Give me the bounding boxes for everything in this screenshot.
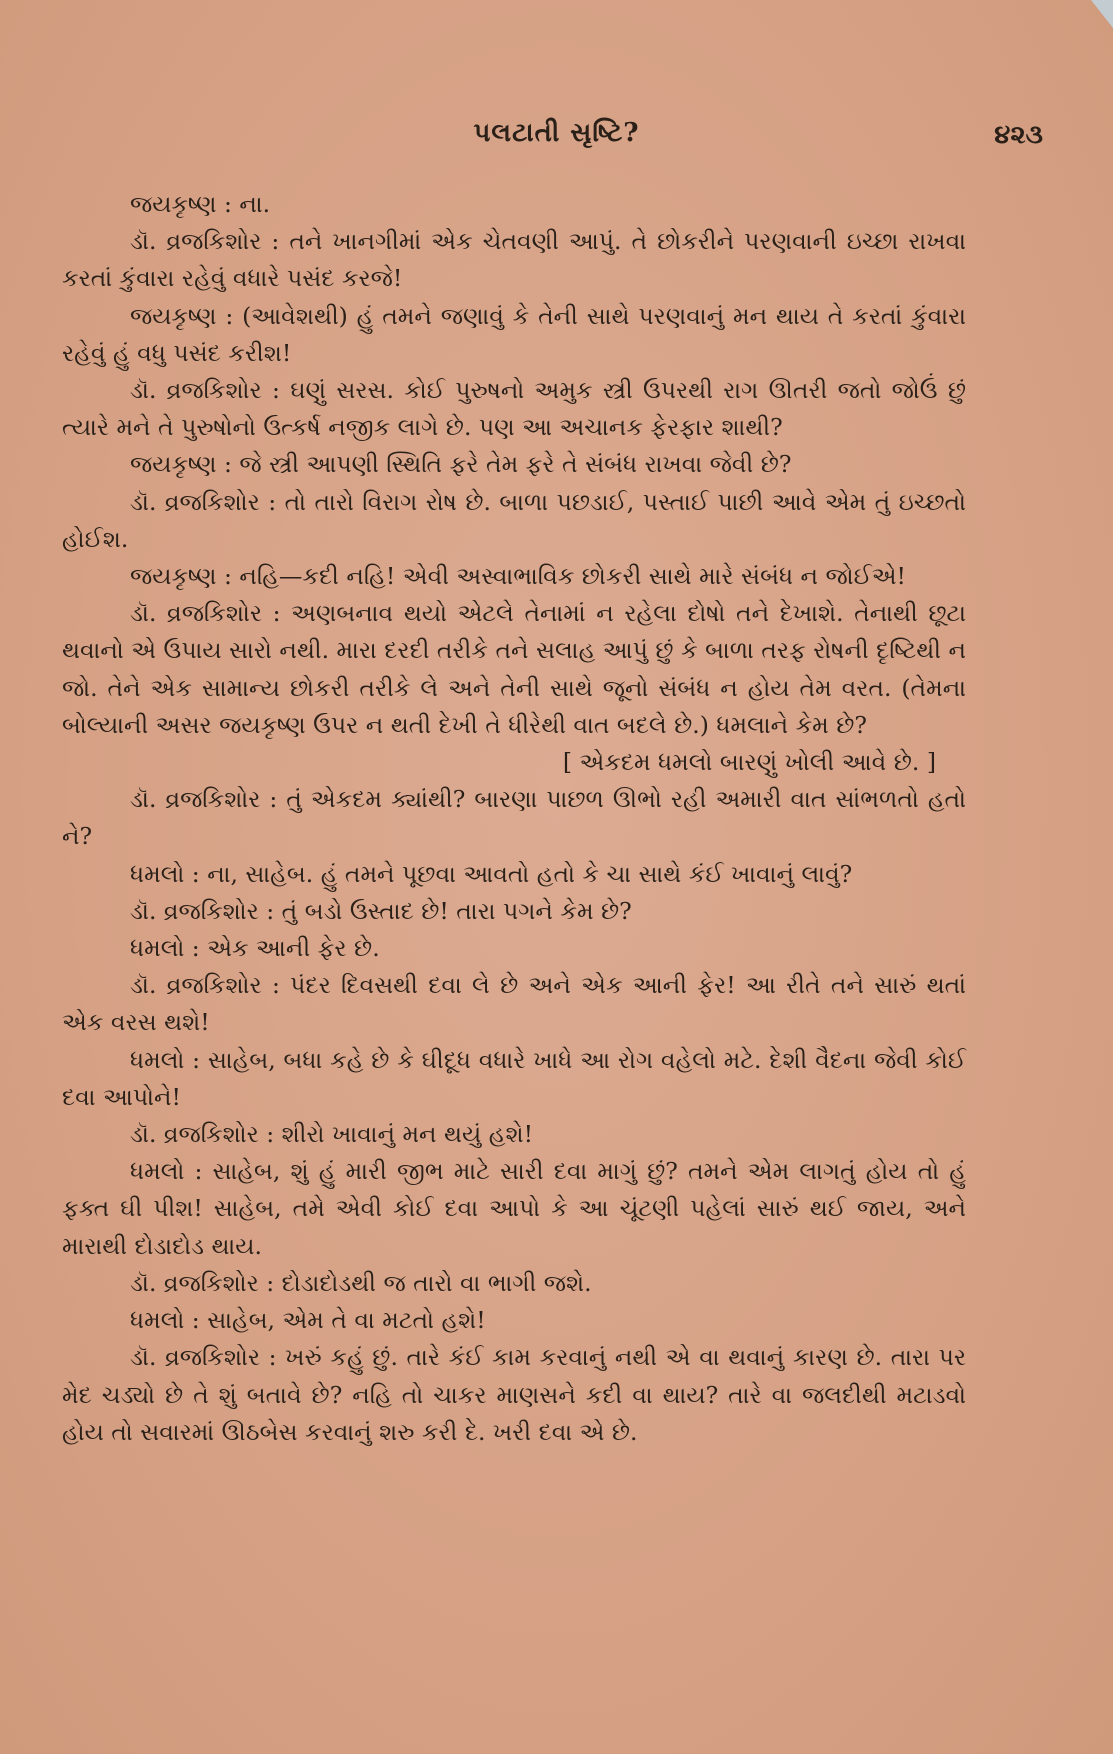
- page-header: [0, 118, 1113, 158]
- dialogue-line: ધમલો : સાહેબ, એમ તે વા મટતો હશે!: [130, 1306, 486, 1335]
- page-number: ૪૨૩: [994, 120, 1043, 150]
- page-body: [62, 186, 966, 1451]
- dialogue-line: ડૉ. વ્રજકિશોર : તું બડો ઉસ્તાદ છે! તારા પગને કેમ છે?: [130, 896, 632, 925]
- dialogue-line: ડૉ. વ્રજકિશોર : તને ખાનગીમાં એક ચેતવણી આપું. તે છોકરીને પરણવાની ઇચ્છા રાખવા કરતાં કુંવારા રહેવું વધારે પસંદ કરજે!: [62, 227, 966, 293]
- dialogue-line: ડૉ. વ્રજકિશોર : ઘણું સરસ. કોઈ પુરુષનો અમુક સ્ત્રી ઉપરથી રાગ ઊતરી જતો જોઉં છું ત્યારે મને તે પુરુષોનો ઉત્કર્ષ નજીક લાગે છે. પણ આ અચાનક ફેરફાર શાથી?: [62, 376, 966, 442]
- dialogue-line: ડૉ. વ્રજકિશોર : શીરો ખાવાનું મન થયું હશે!: [130, 1120, 534, 1149]
- dialogue-line: ધમલો : ના, સાહેબ. હું તમને પૂછવા આવતો હતો કે ચા સાથે કંઈ ખાવાનું લાવું?: [130, 859, 853, 888]
- dialogue-line: ધમલો : એક આની ફેર છે.: [130, 934, 380, 963]
- dialogue-line: જયકૃષ્ણ : જે સ્ત્રી આપણી સ્થિતિ ફરે તેમ ફરે તે સંબંધ રાખવા જેવી છે?: [130, 450, 792, 479]
- page-corner: [1091, 0, 1113, 28]
- dialogue-line: જયકૃષ્ણ : નહિ—કદી નહિ! એવી અસ્વાભાવિક છોકરી સાથે મારે સંબંધ ન જોઈએ!: [130, 562, 906, 591]
- dialogue-line: ડૉ. વ્રજકિશોર : દોડાદોડથી જ તારો વા ભાગી જશે.: [130, 1268, 592, 1297]
- dialogue-line: ડૉ. વ્રજકિશોર : પંદર દિવસથી દવા લે છે અને એક આની ફેર! આ રીતે તને સારું થતાં એક વરસ થશે!: [62, 971, 966, 1037]
- dialogue-line: ડૉ. વ્રજકિશોર : અણબનાવ થયો એટલે તેનામાં ન રહેલા દોષો તને દેખાશે. તેનાથી છૂટા થવાનો એ ઉપાય સારો નથી. મારા દરદી તરીકે તને સલાહ આપું છું કે બાળા તરફ રોષની દૃષ્ટિથી ન જો. તેને એક સામાન્ય છોકરી તરીકે લે અને તેની સાથે જૂનો સંબંધ ન હોય તેમ વરત. (તેમના બોલ્યાની અસર જયકૃષ્ણ ઉપર ન થતી દેખી તે ધીરેથી વાત બદલે છે.) ધમલાને કેમ છે?: [62, 599, 966, 739]
- dialogue-line: ડૉ. વ્રજકિશોર : તો તારો વિરાગ રોષ છે. બાળા પછડાઈ, પસ્તાઈ પાછી આવે એમ તું ઇચ્છતો હોઈશ.: [62, 487, 966, 553]
- dialogue-line: ધમલો : સાહેબ, બધા કહે છે કે ઘીદૂધ વધારે ખાધે આ રોગ વહેલો મટે. દેશી વૈદના જેવી કોઈ દવા આપોને!: [62, 1045, 966, 1111]
- dialogue-line: ડૉ. વ્રજકિશોર : તું એકદમ ક્યાંથી? બારણા પાછળ ઊભો રહી અમારી વાત સાંભળતો હતો ને?: [62, 785, 966, 851]
- running-title: પલટાતી સૃષ્ટિ?: [473, 118, 640, 148]
- dialogue-line: ધમલો : સાહેબ, શું હું મારી જીભ માટે સારી દવા માગું છું? તમને એમ લાગતું હોય તો હું ફક્ત ઘી પીશ! સાહેબ, તમે એવી કોઈ દવા આપો કે આ ચૂંટણી પહેલાં સારું થઈ જાય, અને મારાથી દોડાદોડ થાય.: [62, 1157, 966, 1260]
- dialogue-line: જયકૃષ્ણ : ના.: [130, 190, 271, 218]
- dialogue-line: જયકૃષ્ણ : (આવેશથી) હું તમને જણાવું કે તેની સાથે પરણવાનું મન થાય તે કરતાં કુંવારા રહેવું હું વધુ પસંદ કરીશ!: [62, 301, 966, 367]
- dialogue-line: ડૉ. વ્રજકિશોર : ખરું કહું છું. તારે કંઈ કામ કરવાનું નથી એ વા થવાનું કારણ છે. તારા પર મેદ ચડ્યો છે તે શું બતાવે છે? નહિ તો ચાકર માણસને કદી વા થાય? તારે વા જલદીથી મટાડવો હોય તો સવારમાં ઊઠબેસ કરવાનું શરુ કરી દે. ખરી દવા એ છે.: [62, 1343, 966, 1446]
- stage-direction: [ એકદમ ધમલો બારણું ખોલી આવે છે. ]: [562, 748, 936, 777]
